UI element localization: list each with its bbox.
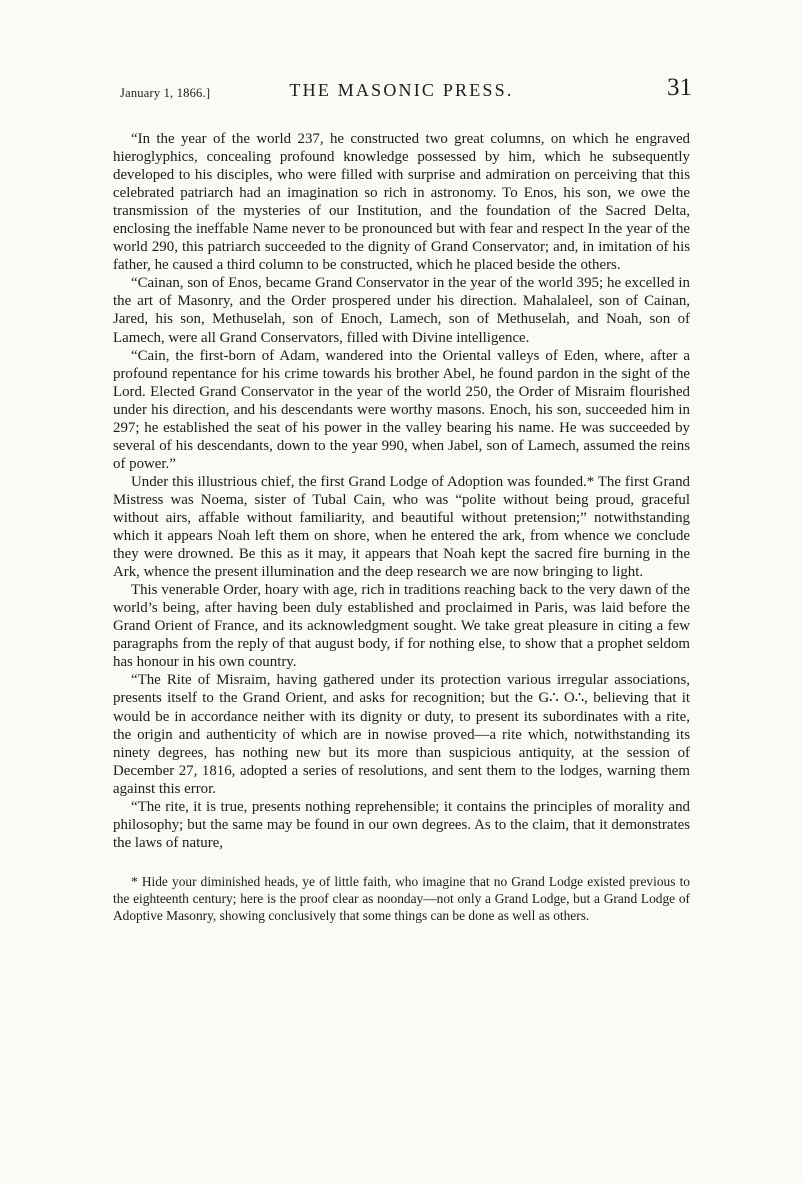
paragraph: Under this illustrious chief, the first Grand Lodge of Adoption was founded.* The first Grand Mistress was Noema, sister of Tubal Cain, who was “polite without being proud, graceful without airs, affable without familiarity, and beautiful without pretension;” notwithstanding which it appears Noah left them on shore, when he entered the ark, from whence we conclude they were drowned. Be this as it may, it appears that Noah kept the sacred fire burning in the Ark, whence the present illumination and the deep research we are now bringing to light. [113, 473, 690, 581]
paragraph: This venerable Order, hoary with age, rich in traditions reaching back to the very dawn of the world’s being, after having been duly established and proclaimed in Paris, was laid before the Grand Orient of France, and its acknowledgment sought. We take great pleasure in citing a few paragraphs from the reply of that august body, if for nothing else, to show that a prophet seldom has honour in his own country. [113, 582, 690, 671]
journal-title: THE MASONIC PRESS. [289, 80, 514, 100]
paragraph: “Cainan, son of Enos, became Grand Conservator in the year of the world 395; he excelled in the art of Masonry, and the Order prospered under his direction. Mahalaleel, son of Cainan, Jared, his son, Methuselah, son of Enoch, Lamech, son of Methuselah, and Noah, son of Lamech, were all Grand Conservators, filled with Divine intelligence. [113, 275, 690, 346]
footnote-text: * Hide your diminished heads, ye of little faith, who imagine that no Grand Lodge existed previous to the eighteenth century; here is the proof clear as noonday—not only a Grand Lodge, but a Grand Lodge of Adoptive Masonry, showing conclusively that some things can be done as well as others. [113, 873, 690, 923]
running-header [113, 74, 690, 110]
footnote [113, 873, 690, 924]
paragraph: “The rite, it is true, presents nothing reprehensible; it contains the principles of morality and philosophy; but the same may be found in our own degrees. As to the claim, that it demonstrates the laws of nature, [113, 798, 690, 851]
paragraph: “The Rite of Misraim, having gathered under its protection various irregular associations, presents itself to the Grand Orient, and asks for recognition; but the G∴ O∴, believing that it would be in accordance neither with its dignity or duty, to present its subordinates with a rite, the origin and authenticity of which are in nowise proved—a rite which, notwithstanding its ninety degrees, has nothing new but its more than suspicious antiquity, at the session of December 27, 1816, adopted a series of resolutions, and sent them to the lodges, warning them against this error. [113, 672, 690, 797]
paragraph: “Cain, the first-born of Adam, wandered into the Oriental valleys of Eden, where, after a profound repentance for his crime towards his brother Abel, he found pardon in the sight of the Lord. Elected Grand Conservator in the year of the world 250, the Order of Misraim flourished under his direction, and his descendants were worthy masons. Enoch, his son, succeeded him in 297; he established the seat of his power in the valley bearing his name. He was succeeded by several of his descendants, down to the year 990, when Jabel, son of Lamech, assumed the reins of power.” [113, 347, 690, 472]
paragraph: “In the year of the world 237, he constructed two great columns, on which he engraved hieroglyphics, concealing profound knowledge possessed by him, which he subsequently developed to his disciples, who were filled with surprise and admiration on perceiving that this celebrated patriarch had an imagination so rich in astronomy. To Enos, his son, we owe the transmission of the mysteries of our Institution, and the foundation of the Sacred Delta, enclosing the ineffable Name never to be pronounced but with fear and respect In the year of the world 290, this patriarch succeeded to the dignity of Grand Conservator; and, in imitation of his father, he caused a third column to be constructed, which he placed beside the others. [113, 131, 690, 274]
page-number: 31 [667, 74, 692, 101]
article-body [113, 130, 690, 852]
issue-date: January 1, 1866.] [120, 86, 211, 100]
